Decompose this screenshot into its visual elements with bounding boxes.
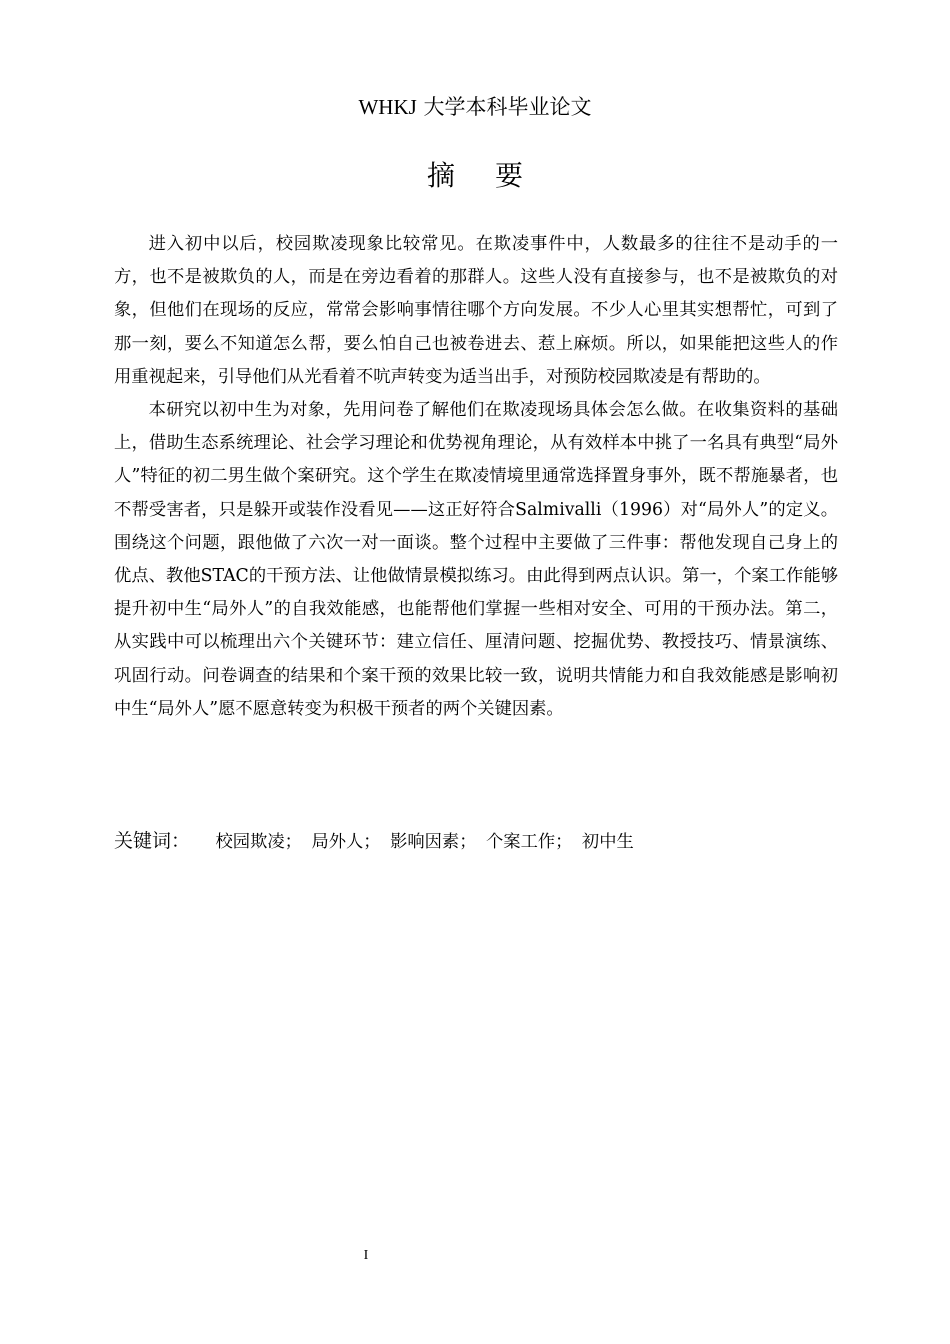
header-prefix: WHKJ [358, 95, 417, 119]
keyword-item: 局外人； [311, 832, 381, 852]
keyword-item: 初中生 [581, 832, 634, 852]
running-header [0, 92, 950, 122]
keywords-label: 关键词： [114, 830, 191, 852]
abstract-paragraph-1: 进入初中以后，校园欺凌现象比较常见。在欺凌事件中，人数最多的往往不是动手的一方，也不是被欺负的人，而是在旁边看着的那群人。这些人没有直接参与，也不是被欺负的对象，但他们在现场的反应，常常会影响事情往哪个方向发展。不少人心里其实想帮忙，可到了那一刻，要么不知道怎么帮，要么怕自己也被卷进去、惹上麻烦。所以，如果能把这些人的作用重视起来，引导他们从光看着不吭声转变为适当出手，对预防校园欺凌是有帮助的。 [114, 234, 838, 387]
keyword-item: 校园欺凌； [215, 832, 302, 852]
keyword-item: 影响因素； [390, 832, 477, 852]
keyword-item: 个案工作； [486, 832, 573, 852]
abstract-body [114, 228, 838, 726]
keywords-line [114, 826, 838, 857]
page-number: I [363, 1248, 369, 1263]
abstract-paragraph-2: 本研究以初中生为对象，先用问卷了解他们在欺凌现场具体会怎么做。在收集资料的基础上，借助生态系统理论、社会学习理论和优势视角理论，从有效样本中挑了一名具有典型“局外人”特征的初二男生做个案研究。这个学生在欺凌情境里通常选择置身事外，既不帮施暴者，也不帮受害者，只是躲开或装作没看见——这正好符合Salmivalli（1996）对“局外人”的定义。围绕这个问题，跟他做了六次一对一面谈。整个过程中主要做了三件事：帮他发现自己身上的优点、教他STAC的干预方法、让他做情景模拟练习。由此得到两点认识。第一，个案工作能够提升初中生“局外人”的自我效能感，也能帮他们掌握一些相对安全、可用的干预办法。第二，从实践中可以梳理出六个关键环节：建立信任、厘清问题、挖掘优势、教授技巧、情景演练、巩固行动。问卷调查的结果和个案干预的效果比较一致，说明共情能力和自我效能感是影响初中生“局外人”愿不愿意转变为积极干预者的两个关键因素。 [114, 400, 838, 719]
header-text: 大学本科毕业论文 [416, 95, 592, 119]
abstract-title: 摘要 [426, 159, 563, 192]
